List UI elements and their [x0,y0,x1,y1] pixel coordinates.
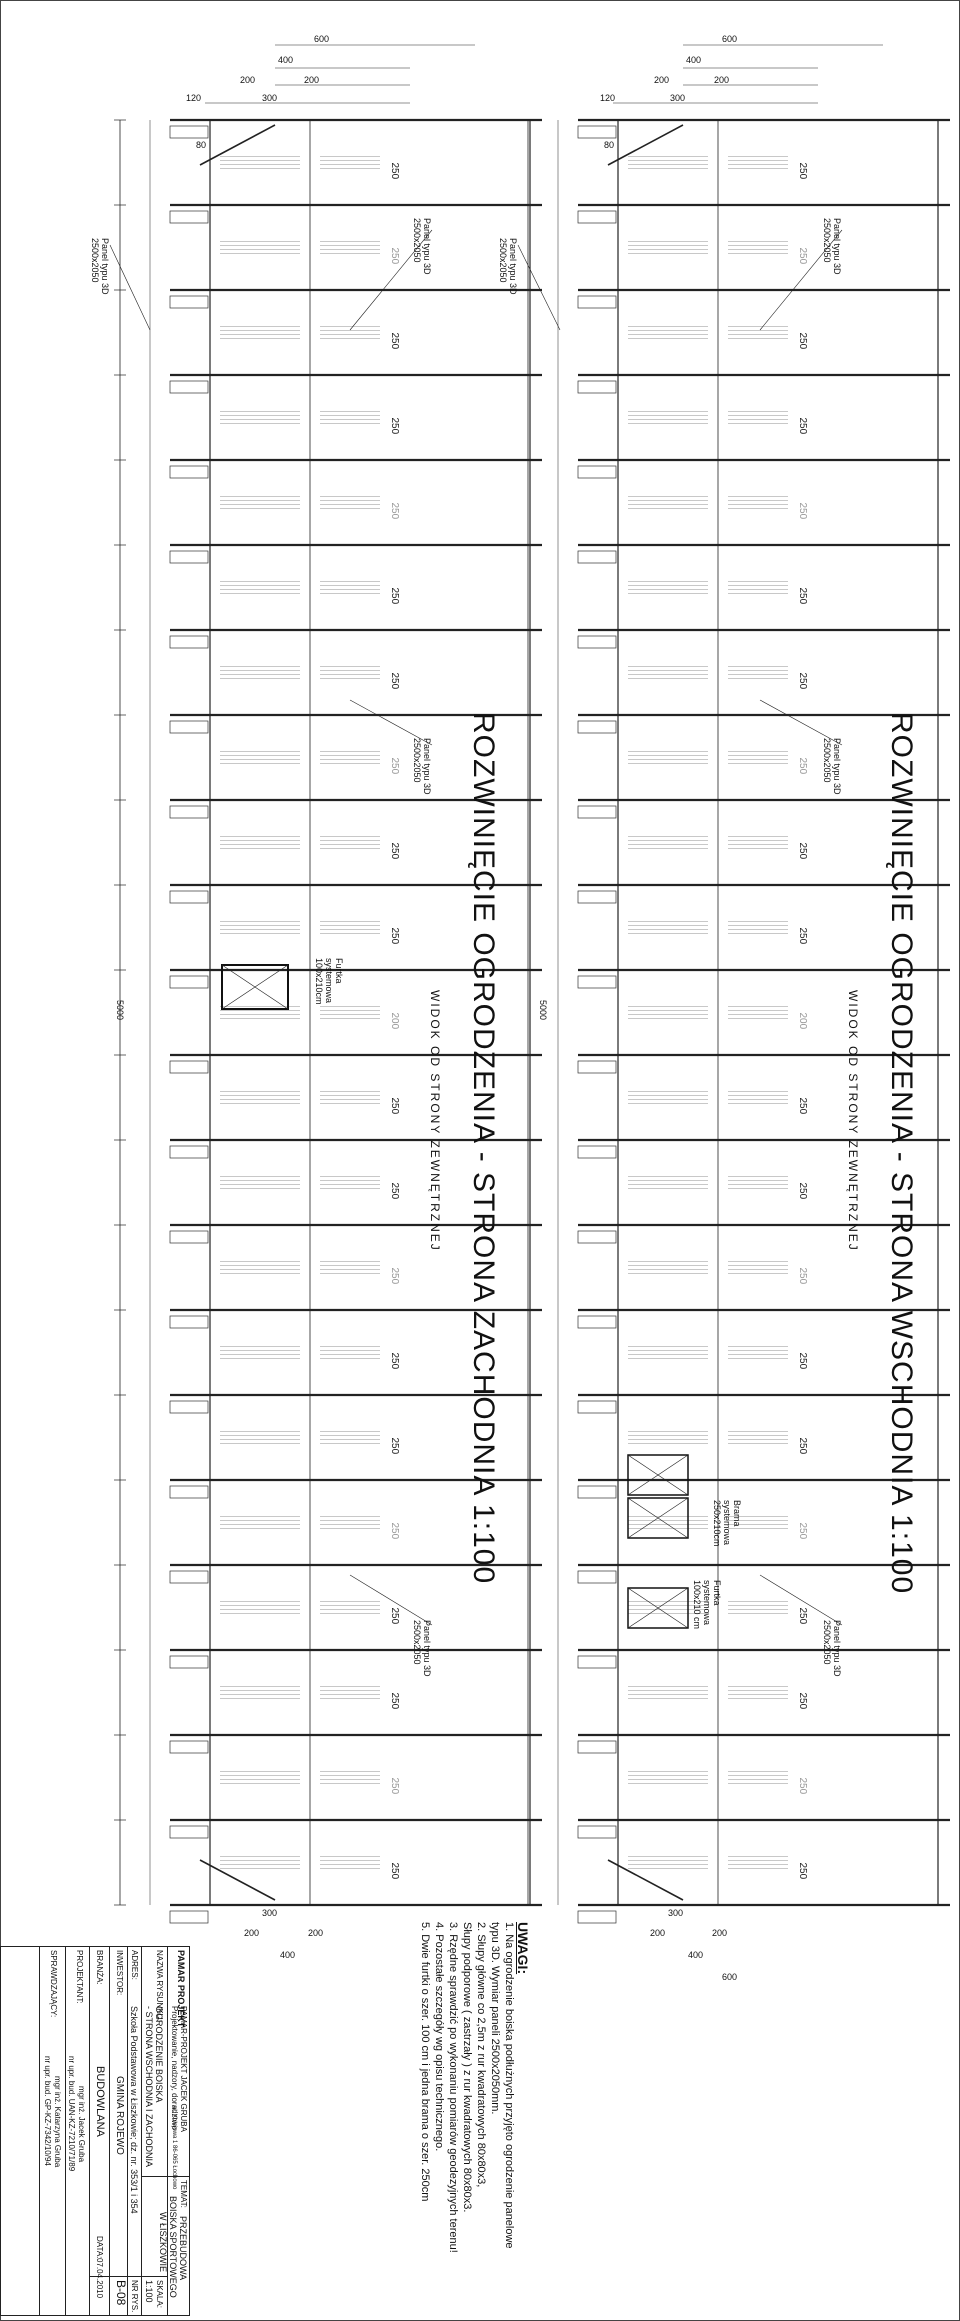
west-brace-bottom [200,1860,275,1900]
east-segment-label: 250 [797,162,808,180]
west-footing [170,636,208,648]
east-footing [578,211,616,223]
east-footing [578,721,616,733]
east-footing [578,976,616,988]
temat-line-2: BOISKA SPORTOWEGO [168,2196,178,2298]
west-panel-label-2: Panel typu 3D 2500x2050 [90,238,110,295]
west-wicket-label: Furtka systemowa 100x210cm [314,958,344,1005]
east-footing [578,1316,616,1328]
east-bottom-dim-300: 300 [668,1908,684,1918]
west-panel-label-1: Panel typu 3D 2500x2050 [412,218,432,275]
east-elevation-title: ROZWINIĘCIE OGRODZENIA - STRONA WSCHODNIA 1:100 [885,712,918,1595]
west-segment-label: 250 [389,927,400,945]
west-segment-label: 250 [389,1267,400,1285]
east-footing [578,1486,616,1498]
projektant-name: mgr inż. Jacek Gruba [77,2086,86,2163]
east-segment-label: 200 [797,1012,808,1030]
west-panel-label-4: Panel typu 3D 2500x2050 [412,1620,432,1677]
east-footing [578,551,616,563]
west-segment-label: 250 [389,1607,400,1625]
west-segment-label: 250 [389,1692,400,1710]
east-total-length: 5000 [538,1000,548,1021]
east-segment-label: 250 [797,1352,808,1370]
west-bottom-dim-200b: 200 [308,1928,324,1938]
note-line: 2. Słupy główne co 2,5m z rur kwadratowych 80x80x3, [475,1922,487,2188]
east-panel-label-1: Panel typu 3D 2500x2050 [822,218,842,275]
east-segment-label: 250 [797,247,808,265]
west-total-length: 5000 [115,1000,125,1021]
west-footing [170,466,208,478]
west-footing [170,1826,208,1838]
west-footing [170,296,208,308]
east-footing [578,296,616,308]
west-footing [170,1146,208,1158]
east-footing [578,1231,616,1243]
company-logo: PAMAR PROJEKT [176,1950,186,2028]
nr-value: B-08 [114,2280,128,2306]
company-name: PAMAR-PROJEKT JACEK GRUBA [179,2006,188,2132]
west-footing [170,976,208,988]
east-panel-label-4: Panel typu 3D 2500x2050 [822,1620,842,1677]
west-segment-label: 250 [389,757,400,775]
west-elevation-title: ROZWINIĘCIE OGRODZENIA - STRONA ZACHODNIA 1:100 [467,712,500,1585]
east-footing [578,1911,616,1923]
west-footing [170,126,208,138]
east-footing [578,381,616,393]
projektant-label: PROJEKTANT: [75,1950,84,2004]
east-segment-label: 250 [797,1777,808,1795]
west-footing [170,1656,208,1668]
east-bottom-dim-200b: 200 [712,1928,728,1938]
company-sub: Projektowanie, nadzory, doradztwo [170,2006,179,2130]
west-dim-400: 400 [278,55,294,65]
west-segment-label: 250 [389,1352,400,1370]
west-footing [170,1486,208,1498]
west-elevation-subtitle: WIDOK OD STRONY ZEWNĘTRZNEJ [428,990,442,1252]
note-line: 3. Rzędne sprawdzić po wykonaniu pomiarów geodezyjnych terenu! [447,1922,459,2253]
east-dim-80: 80 [604,140,615,150]
note-line: Słupy podporowe ( zastrzały ) z rur kwadratowych 80x80x3. [461,1922,473,2213]
east-dim-600: 600 [722,34,738,44]
east-segment-label: 250 [797,1437,808,1455]
east-brace-top [608,125,683,165]
west-bottom-dim-300: 300 [262,1908,278,1918]
east-panel-label-2: Panel typu 3D 2500x2050 [498,238,518,295]
west-footing [170,1571,208,1583]
east-segment-label: 250 [797,1267,808,1285]
skala-label: SKALA: [155,2280,164,2309]
note-line: 5. Dwie furtki o szer. 100 cm i jedna brama o szer. 250cm [419,1922,431,2202]
east-footing [578,1061,616,1073]
east-footing [578,1826,616,1838]
panel-leader-line [518,245,560,330]
west-segment-label: 250 [389,842,400,860]
temat-label: TEMAT: [179,2180,188,2208]
east-segment-label: 250 [797,1182,808,1200]
west-segment-label: 250 [389,1777,400,1795]
adres-label: ADRES: [130,1950,139,1980]
west-segment-label: 250 [389,587,400,605]
east-dim-200b: 200 [714,75,730,85]
nr-label: NR RYS. [130,2280,139,2313]
sprawdzajacy-license: nr upr. bud. GP-KZ-7342/10/94 [43,2056,52,2166]
notes-heading: UWAGI: [515,1922,531,1975]
east-segment-label: 250 [797,842,808,860]
notes-block [418,1922,530,2253]
east-footing [578,1571,616,1583]
west-segment-label: 250 [389,502,400,520]
east-elevation-subtitle: WIDOK OD STRONY ZEWNĘTRZNEJ [846,990,860,1252]
west-dim-200a: 200 [240,75,256,85]
east-bottom-dim-400: 400 [688,1950,704,1960]
east-brace-bottom [608,1860,683,1900]
west-footing [170,551,208,563]
east-segment-label: 250 [797,502,808,520]
east-dim-200a: 200 [654,75,670,85]
west-footing [170,211,208,223]
east-footing [578,806,616,818]
inwestor-value: GMINA ROJEWO [114,2076,125,2155]
west-brace-top [200,125,275,165]
east-segment-label: 250 [797,1862,808,1880]
east-bottom-dim-600: 600 [722,1972,738,1982]
east-dim-400: 400 [686,55,702,65]
west-footing [170,1741,208,1753]
east-wicket-label: Furtka systemowa 100x210 cm [692,1580,722,1630]
west-segment-label: 250 [389,162,400,180]
nazwa-line-1: OGRODZENIE BOISKA [154,2006,164,2103]
west-segment-label: 250 [389,672,400,690]
west-footing [170,1231,208,1243]
data-value: 07.04.2010 [95,2258,104,2299]
east-footing [578,126,616,138]
east-dim-120: 120 [600,93,616,103]
west-segment-label: 250 [389,1182,400,1200]
east-footing [578,636,616,648]
west-dim-600: 600 [314,34,330,44]
skala-value: 1:100 [144,2280,154,2303]
west-footing [170,891,208,903]
east-segment-label: 250 [797,1607,808,1625]
east-bottom-dim-200a: 200 [650,1928,666,1938]
east-segment-label: 250 [797,927,808,945]
west-segment-label: 250 [389,332,400,350]
note-line: typu 3D. Wymiar paneli 2500x2050mm. [489,1922,501,2115]
company-address: ul. Kolejowa 1 86-065 Łochowo [171,2106,177,2190]
west-footing [170,1316,208,1328]
west-footing [170,721,208,733]
sprawdzajacy-label: SPRAWDZAJĄCY: [49,1950,58,2018]
west-segment-label: 250 [389,1522,400,1540]
temat-line-1: PRZEBUDOWA [178,2216,188,2281]
projektant-license: nr upr. bud. UAN-KZ-7210/71/89 [67,2056,76,2172]
east-segment-label: 250 [797,757,808,775]
west-footing [170,1911,208,1923]
east-footing [578,1401,616,1413]
inwestor-label: INWESTOR: [115,1950,124,1996]
west-segment-label: 250 [389,417,400,435]
panel-leader-line [110,245,150,330]
east-panel-label-3: Panel typu 3D 2500x2050 [822,738,842,795]
east-segment-label: 250 [797,1097,808,1115]
adres-value: Szkoła Podstawowa w Łiszkowie; dz. nr. 353/1 i 354 [129,2006,139,2214]
west-footing [170,806,208,818]
nazwa-line-2: - STRONA WSCHODNIA I ZACHODNIA [144,2006,154,2168]
west-dim-80: 80 [196,140,207,150]
data-label: DATA: [95,2236,104,2259]
west-dim-300: 300 [262,93,278,103]
east-segment-label: 250 [797,1692,808,1710]
title-block [0,1946,190,2316]
west-bottom-dim-200a: 200 [244,1928,260,1938]
west-dim-120: 120 [186,93,202,103]
east-segment-label: 250 [797,332,808,350]
east-footing [578,1146,616,1158]
east-segment-label: 250 [797,587,808,605]
east-footing [578,1741,616,1753]
west-footing [170,1061,208,1073]
east-footing [578,1656,616,1668]
east-gate-label: Brama systemowa 250x210cm [712,1500,742,1547]
note-line: 1. Na ogrodzenie boiska podłużnych przyjęto ogrodzenie panelowe [503,1922,515,2249]
east-segment-label: 250 [797,417,808,435]
west-dim-200b: 200 [304,75,320,85]
west-segment-label: 200 [389,1012,400,1030]
east-footing [578,466,616,478]
east-segment-label: 250 [797,1522,808,1540]
west-segment-label: 250 [389,1097,400,1115]
west-bottom-dim-400: 400 [280,1950,296,1960]
west-panel-label-3: Panel typu 3D 2500x2050 [412,738,432,795]
west-footing [170,381,208,393]
nazwa-label: NAZWA RYSUNKU: [155,1950,164,2022]
west-footing [170,1401,208,1413]
west-segment-label: 250 [389,1862,400,1880]
note-line: 4. Pozostałe szczegóły wg opisu technicznego. [433,1922,445,2152]
east-segment-label: 250 [797,672,808,690]
sprawdzajacy-name: mgr inż. Katarzyna Gruba [53,2076,62,2168]
east-dim-300: 300 [670,93,686,103]
west-segment-label: 250 [389,1437,400,1455]
west-segment-label: 250 [389,247,400,265]
temat-line-3: W ŁISZKOWIE [158,2212,168,2273]
branza-label: BRANŻA: [95,1950,104,1985]
east-footing [578,891,616,903]
branza-value: BUDOWLANA [94,2066,106,2137]
